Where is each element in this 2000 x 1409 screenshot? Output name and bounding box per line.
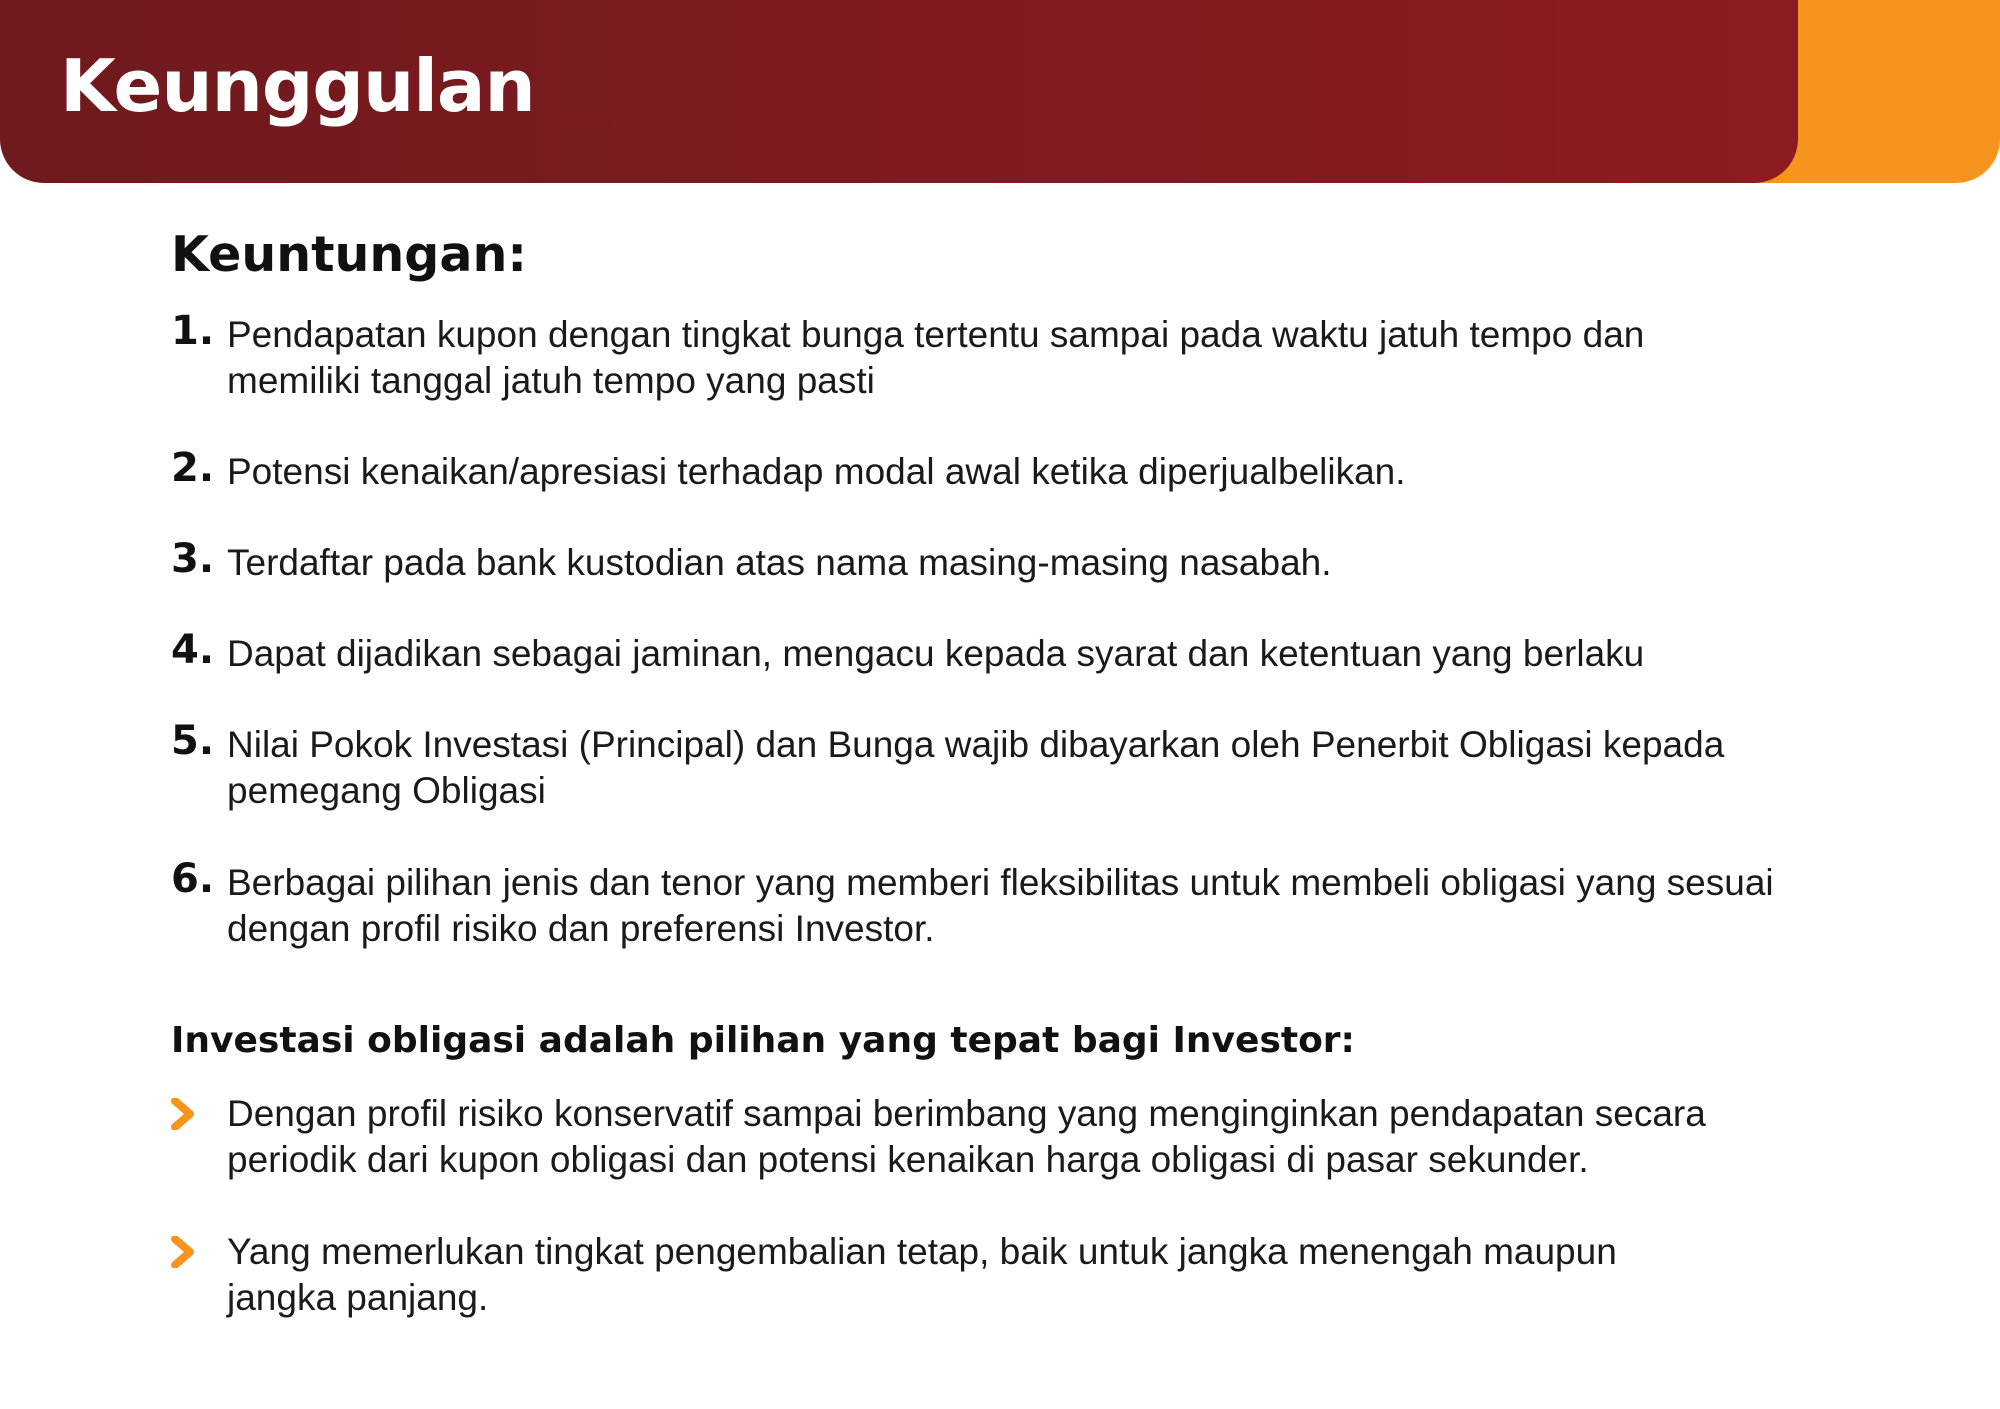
- benefit-number: 4.: [171, 627, 215, 673]
- benefit-number: 2.: [171, 445, 215, 491]
- benefit-item-1: [171, 308, 1645, 404]
- benefit-text: Berbagai pilihan jenis dan tenor yang memberi fleksibilitas untuk membeli obligasi yang sesuai dengan profil risiko dan preferensi Investor.: [227, 862, 1774, 949]
- benefit-text: Nilai Pokok Investasi (Principal) dan Bunga wajib dibayarkan oleh Penerbit Obligasi kepada pemegang Obligasi: [227, 724, 1725, 811]
- chevron-right-icon: [171, 1091, 227, 1137]
- header-bar: [0, 0, 1798, 183]
- benefit-number: 3.: [171, 536, 215, 582]
- benefit-text: Dapat dijadikan sebagai jaminan, mengacu kepada syarat dan ketentuan yang berlaku: [227, 633, 1645, 674]
- benefit-item-2: [171, 445, 1406, 495]
- chevron-right-icon: [171, 1229, 227, 1275]
- benefit-number: 5.: [171, 718, 215, 764]
- investor-bullet-text: Dengan profil risiko konservatif sampai berimbang yang menginginkan pendapatan secara periodik dari kupon obligasi dan potensi kenaikan harga obligasi di pasar sekunder.: [227, 1093, 1706, 1180]
- benefit-text: Terdaftar pada bank kustodian atas nama masing-masing nasabah.: [227, 542, 1332, 583]
- investor-heading: Investasi obligasi adalah pilihan yang tepat bagi Investor:: [171, 1020, 1355, 1061]
- benefit-text: Pendapatan kupon dengan tingkat bunga tertentu sampai pada waktu jatuh tempo dan memiliki tanggal jatuh tempo yang pasti: [227, 314, 1645, 401]
- benefit-number: 1.: [171, 308, 215, 354]
- benefit-item-3: [171, 536, 1332, 586]
- benefit-item-5: [171, 718, 1725, 814]
- benefit-item-4: [171, 627, 1645, 677]
- investor-bullet-text: Yang memerlukan tingkat pengembalian tetap, baik untuk jangka menengah maupun jangka panjang.: [227, 1231, 1617, 1318]
- page-title: Keunggulan: [60, 44, 535, 128]
- benefit-text: Potensi kenaikan/apresiasi terhadap modal awal ketika diperjualbelikan.: [227, 451, 1406, 492]
- investor-bullet-2: [171, 1229, 1617, 1321]
- benefit-number: 6.: [171, 856, 215, 902]
- benefits-title: Keuntungan:: [171, 226, 527, 283]
- investor-bullet-1: [171, 1091, 1706, 1183]
- benefit-item-6: [171, 856, 1774, 952]
